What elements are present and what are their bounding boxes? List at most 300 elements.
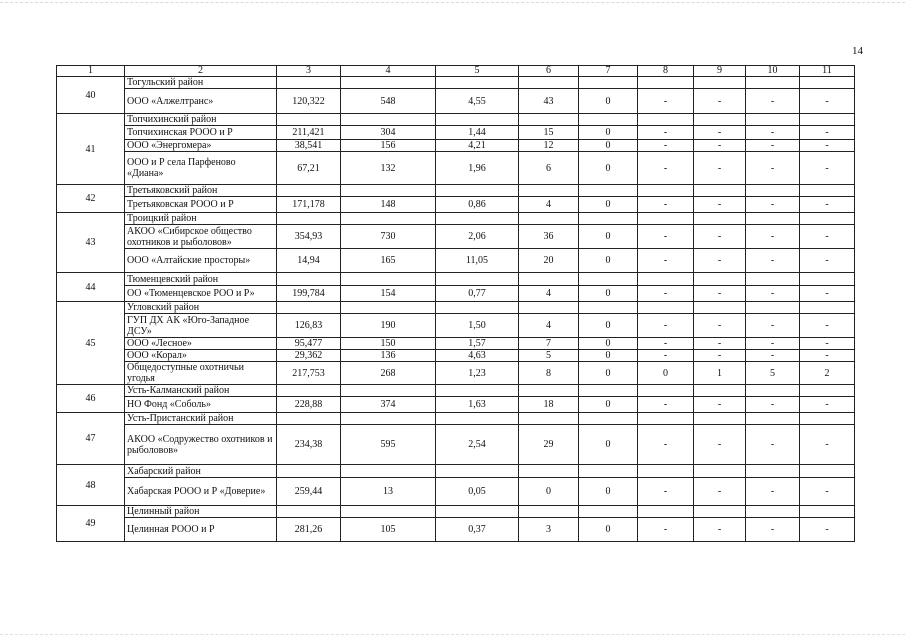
column-number-cell: 11 <box>800 66 855 77</box>
value-cell-10 <box>746 385 800 397</box>
value-cell-5 <box>436 273 519 286</box>
value-cell-11 <box>800 413 855 425</box>
value-cell-10 <box>746 506 800 518</box>
column-number-cell: 1 <box>57 66 125 77</box>
value-cell-7: 0 <box>579 350 638 362</box>
value-cell-8 <box>638 185 694 197</box>
value-cell-6: 7 <box>519 338 579 350</box>
value-cell-11: - <box>800 518 855 542</box>
value-cell-3: 120,322 <box>277 89 341 114</box>
value-cell-6: 4 <box>519 286 579 302</box>
district-number: 47 <box>57 413 125 465</box>
value-cell-8: - <box>638 152 694 185</box>
value-cell-9: - <box>694 314 746 338</box>
district-name: Тогульский район <box>125 77 277 89</box>
value-cell-4 <box>341 185 436 197</box>
value-cell-6 <box>519 413 579 425</box>
value-cell-11 <box>800 114 855 126</box>
value-cell-10: - <box>746 286 800 302</box>
district-name: Угловский район <box>125 302 277 314</box>
district-number: 45 <box>57 302 125 385</box>
value-cell-6 <box>519 185 579 197</box>
entity-row <box>57 350 855 362</box>
value-cell-4: 150 <box>341 338 436 350</box>
entity-row <box>57 126 855 140</box>
value-cell-7 <box>579 465 638 478</box>
value-cell-8: - <box>638 350 694 362</box>
district-number: 42 <box>57 185 125 213</box>
value-cell-11: - <box>800 152 855 185</box>
value-cell-4: 165 <box>341 249 436 273</box>
value-cell-5: 11,05 <box>436 249 519 273</box>
value-cell-7: 0 <box>579 249 638 273</box>
value-cell-9 <box>694 77 746 89</box>
value-cell-8: - <box>638 518 694 542</box>
value-cell-9: - <box>694 197 746 213</box>
value-cell-3 <box>277 465 341 478</box>
column-number-cell: 10 <box>746 66 800 77</box>
value-cell-10: - <box>746 197 800 213</box>
district-name: Хабарский район <box>125 465 277 478</box>
district-row <box>57 465 855 478</box>
value-cell-5 <box>436 385 519 397</box>
entity-name: Третьяковская РООО и Р <box>125 197 277 213</box>
district-name: Топчихинский район <box>125 114 277 126</box>
value-cell-7: 0 <box>579 425 638 465</box>
value-cell-11 <box>800 465 855 478</box>
district-row <box>57 413 855 425</box>
column-number-cell: 8 <box>638 66 694 77</box>
value-cell-6 <box>519 506 579 518</box>
value-cell-5: 0,86 <box>436 197 519 213</box>
entity-row <box>57 362 855 385</box>
district-name: Усть-Пристанский район <box>125 413 277 425</box>
value-cell-10: - <box>746 225 800 249</box>
entity-row <box>57 397 855 413</box>
column-number-cell: 5 <box>436 66 519 77</box>
value-cell-3: 171,178 <box>277 197 341 213</box>
value-cell-6: 18 <box>519 397 579 413</box>
value-cell-5: 4,63 <box>436 350 519 362</box>
value-cell-4: 156 <box>341 140 436 152</box>
entity-row <box>57 225 855 249</box>
value-cell-11 <box>800 185 855 197</box>
value-cell-10: - <box>746 350 800 362</box>
value-cell-7: 0 <box>579 397 638 413</box>
value-cell-8: - <box>638 249 694 273</box>
column-number-cell: 4 <box>341 66 436 77</box>
value-cell-4 <box>341 302 436 314</box>
value-cell-9 <box>694 506 746 518</box>
value-cell-4: 190 <box>341 314 436 338</box>
district-number: 43 <box>57 213 125 273</box>
value-cell-4: 132 <box>341 152 436 185</box>
value-cell-5: 1,50 <box>436 314 519 338</box>
value-cell-9: - <box>694 152 746 185</box>
district-row <box>57 302 855 314</box>
value-cell-7: 0 <box>579 126 638 140</box>
entity-name: Целинная РООО и Р <box>125 518 277 542</box>
value-cell-6 <box>519 77 579 89</box>
value-cell-6: 3 <box>519 518 579 542</box>
value-cell-4: 548 <box>341 89 436 114</box>
entity-row <box>57 518 855 542</box>
value-cell-6: 15 <box>519 126 579 140</box>
value-cell-10: - <box>746 425 800 465</box>
value-cell-5: 4,21 <box>436 140 519 152</box>
value-cell-10: - <box>746 338 800 350</box>
value-cell-3 <box>277 302 341 314</box>
entity-row <box>57 425 855 465</box>
value-cell-11: - <box>800 225 855 249</box>
value-cell-7: 0 <box>579 225 638 249</box>
value-cell-10 <box>746 185 800 197</box>
value-cell-10 <box>746 77 800 89</box>
district-name: Троицкий район <box>125 213 277 225</box>
value-cell-7 <box>579 185 638 197</box>
column-number-cell: 7 <box>579 66 638 77</box>
value-cell-7 <box>579 114 638 126</box>
value-cell-8 <box>638 506 694 518</box>
value-cell-3: 281,26 <box>277 518 341 542</box>
value-cell-11 <box>800 273 855 286</box>
value-cell-5: 0,37 <box>436 518 519 542</box>
value-cell-8: - <box>638 197 694 213</box>
value-cell-6: 5 <box>519 350 579 362</box>
value-cell-7: 0 <box>579 362 638 385</box>
entity-name: Общедоступные охотничьи угодья <box>125 362 277 385</box>
value-cell-7 <box>579 77 638 89</box>
value-cell-3: 126,83 <box>277 314 341 338</box>
value-cell-5 <box>436 413 519 425</box>
district-row <box>57 114 855 126</box>
value-cell-6 <box>519 114 579 126</box>
value-cell-8 <box>638 413 694 425</box>
value-cell-9: - <box>694 397 746 413</box>
column-number-cell: 3 <box>277 66 341 77</box>
value-cell-4 <box>341 273 436 286</box>
value-cell-3: 38,541 <box>277 140 341 152</box>
value-cell-3 <box>277 413 341 425</box>
value-cell-9: - <box>694 89 746 114</box>
value-cell-9 <box>694 465 746 478</box>
value-cell-11: - <box>800 314 855 338</box>
district-number: 48 <box>57 465 125 506</box>
value-cell-11 <box>800 302 855 314</box>
value-cell-6 <box>519 273 579 286</box>
value-cell-5: 4,55 <box>436 89 519 114</box>
value-cell-5: 1,96 <box>436 152 519 185</box>
value-cell-7 <box>579 385 638 397</box>
value-cell-8: - <box>638 126 694 140</box>
value-cell-4 <box>341 77 436 89</box>
value-cell-9: - <box>694 126 746 140</box>
entity-row <box>57 197 855 213</box>
value-cell-8 <box>638 213 694 225</box>
district-name: Целинный район <box>125 506 277 518</box>
value-cell-5: 2,06 <box>436 225 519 249</box>
value-cell-11: - <box>800 286 855 302</box>
hunting-grounds-table <box>56 65 855 542</box>
value-cell-7: 0 <box>579 197 638 213</box>
value-cell-6: 0 <box>519 478 579 506</box>
value-cell-7: 0 <box>579 478 638 506</box>
value-cell-6: 20 <box>519 249 579 273</box>
value-cell-5: 1,63 <box>436 397 519 413</box>
value-cell-9: - <box>694 225 746 249</box>
district-name: Тюменцевский район <box>125 273 277 286</box>
district-row <box>57 185 855 197</box>
value-cell-3 <box>277 185 341 197</box>
value-cell-5 <box>436 465 519 478</box>
value-cell-6: 6 <box>519 152 579 185</box>
value-cell-7 <box>579 302 638 314</box>
district-name: Усть-Калманский район <box>125 385 277 397</box>
value-cell-11: - <box>800 338 855 350</box>
value-cell-8: - <box>638 478 694 506</box>
value-cell-3 <box>277 77 341 89</box>
value-cell-10: - <box>746 478 800 506</box>
value-cell-9: - <box>694 338 746 350</box>
value-cell-11: - <box>800 350 855 362</box>
value-cell-3 <box>277 273 341 286</box>
entity-row <box>57 478 855 506</box>
value-cell-8: - <box>638 338 694 350</box>
column-number-cell: 9 <box>694 66 746 77</box>
value-cell-7 <box>579 273 638 286</box>
value-cell-4 <box>341 506 436 518</box>
value-cell-9 <box>694 114 746 126</box>
value-cell-7: 0 <box>579 286 638 302</box>
value-cell-4: 268 <box>341 362 436 385</box>
value-cell-11 <box>800 506 855 518</box>
value-cell-8: - <box>638 286 694 302</box>
district-name: Третьяковский район <box>125 185 277 197</box>
value-cell-4: 304 <box>341 126 436 140</box>
value-cell-6: 4 <box>519 314 579 338</box>
value-cell-4 <box>341 413 436 425</box>
value-cell-8: - <box>638 225 694 249</box>
value-cell-8: 0 <box>638 362 694 385</box>
value-cell-6: 12 <box>519 140 579 152</box>
value-cell-8: - <box>638 140 694 152</box>
entity-name: ООО и Р села Парфеново «Диана» <box>125 152 277 185</box>
value-cell-11: - <box>800 478 855 506</box>
scan-edge-bottom <box>0 634 905 636</box>
value-cell-9: - <box>694 286 746 302</box>
value-cell-10: - <box>746 140 800 152</box>
value-cell-10 <box>746 413 800 425</box>
value-cell-10: 5 <box>746 362 800 385</box>
value-cell-3: 354,93 <box>277 225 341 249</box>
value-cell-8: - <box>638 314 694 338</box>
value-cell-9 <box>694 185 746 197</box>
entity-row <box>57 286 855 302</box>
value-cell-11 <box>800 385 855 397</box>
value-cell-8 <box>638 114 694 126</box>
value-cell-7: 0 <box>579 140 638 152</box>
entity-row <box>57 89 855 114</box>
value-cell-11: - <box>800 140 855 152</box>
entity-name: ООО «Энергомера» <box>125 140 277 152</box>
value-cell-4 <box>341 385 436 397</box>
value-cell-9: - <box>694 140 746 152</box>
value-cell-8 <box>638 465 694 478</box>
value-cell-3 <box>277 385 341 397</box>
entity-name: ООО «Лесное» <box>125 338 277 350</box>
value-cell-9: - <box>694 478 746 506</box>
value-cell-8 <box>638 273 694 286</box>
district-row <box>57 506 855 518</box>
value-cell-5 <box>436 506 519 518</box>
value-cell-10: - <box>746 126 800 140</box>
entity-name: ООО «Корал» <box>125 350 277 362</box>
value-cell-10: - <box>746 249 800 273</box>
value-cell-3: 67,21 <box>277 152 341 185</box>
value-cell-10: - <box>746 397 800 413</box>
value-cell-5 <box>436 114 519 126</box>
value-cell-7: 0 <box>579 338 638 350</box>
value-cell-4: 105 <box>341 518 436 542</box>
value-cell-9 <box>694 302 746 314</box>
page-number: 14 <box>852 45 863 57</box>
value-cell-8: - <box>638 397 694 413</box>
value-cell-11: 2 <box>800 362 855 385</box>
value-cell-3 <box>277 114 341 126</box>
value-cell-5 <box>436 213 519 225</box>
value-cell-9: - <box>694 425 746 465</box>
value-cell-5: 1,44 <box>436 126 519 140</box>
column-number-cell: 6 <box>519 66 579 77</box>
value-cell-4: 730 <box>341 225 436 249</box>
district-number: 44 <box>57 273 125 302</box>
value-cell-8 <box>638 302 694 314</box>
value-cell-10 <box>746 273 800 286</box>
district-row <box>57 213 855 225</box>
entity-row <box>57 152 855 185</box>
value-cell-11: - <box>800 397 855 413</box>
value-cell-9 <box>694 413 746 425</box>
value-cell-11 <box>800 213 855 225</box>
entity-row <box>57 338 855 350</box>
value-cell-6: 29 <box>519 425 579 465</box>
value-cell-6: 8 <box>519 362 579 385</box>
value-cell-9 <box>694 213 746 225</box>
entity-name: АКОО «Содружество охотников и рыболовов» <box>125 425 277 465</box>
value-cell-8 <box>638 77 694 89</box>
value-cell-10 <box>746 465 800 478</box>
value-cell-3: 234,38 <box>277 425 341 465</box>
column-number-cell: 2 <box>125 66 277 77</box>
value-cell-3 <box>277 213 341 225</box>
entity-row <box>57 140 855 152</box>
value-cell-7 <box>579 213 638 225</box>
value-cell-10: - <box>746 152 800 185</box>
value-cell-9: 1 <box>694 362 746 385</box>
entity-name: Топчихинская РООО и Р <box>125 126 277 140</box>
value-cell-11: - <box>800 197 855 213</box>
value-cell-7 <box>579 506 638 518</box>
value-cell-4 <box>341 213 436 225</box>
district-row <box>57 385 855 397</box>
district-number: 49 <box>57 506 125 542</box>
value-cell-8: - <box>638 425 694 465</box>
value-cell-3: 199,784 <box>277 286 341 302</box>
value-cell-6: 4 <box>519 197 579 213</box>
entity-row <box>57 249 855 273</box>
value-cell-9 <box>694 385 746 397</box>
value-cell-6 <box>519 385 579 397</box>
value-cell-6 <box>519 213 579 225</box>
column-number-row <box>57 66 855 77</box>
value-cell-5 <box>436 77 519 89</box>
value-cell-11: - <box>800 249 855 273</box>
value-cell-5: 2,54 <box>436 425 519 465</box>
value-cell-4 <box>341 465 436 478</box>
value-cell-10 <box>746 213 800 225</box>
value-cell-11: - <box>800 89 855 114</box>
value-cell-5: 0,77 <box>436 286 519 302</box>
value-cell-10: - <box>746 518 800 542</box>
value-cell-6: 43 <box>519 89 579 114</box>
entity-name: Хабарская РООО и Р «Доверие» <box>125 478 277 506</box>
value-cell-9: - <box>694 518 746 542</box>
value-cell-3: 29,362 <box>277 350 341 362</box>
entity-name: НО Фонд «Соболь» <box>125 397 277 413</box>
entity-name: ООО «Алжелтранс» <box>125 89 277 114</box>
district-number: 41 <box>57 114 125 185</box>
value-cell-4: 374 <box>341 397 436 413</box>
entity-row <box>57 314 855 338</box>
value-cell-5: 1,57 <box>436 338 519 350</box>
value-cell-6 <box>519 465 579 478</box>
value-cell-3: 259,44 <box>277 478 341 506</box>
value-cell-5: 0,05 <box>436 478 519 506</box>
entity-name: ОО «Тюменцевское РОО и Р» <box>125 286 277 302</box>
value-cell-9: - <box>694 350 746 362</box>
value-cell-4: 595 <box>341 425 436 465</box>
value-cell-11 <box>800 77 855 89</box>
entity-name: АКОО «Сибирское общество охотников и рыболовов» <box>125 225 277 249</box>
value-cell-9 <box>694 273 746 286</box>
value-cell-5 <box>436 302 519 314</box>
value-cell-8 <box>638 385 694 397</box>
value-cell-4: 13 <box>341 478 436 506</box>
value-cell-10: - <box>746 314 800 338</box>
value-cell-6 <box>519 302 579 314</box>
value-cell-10: - <box>746 89 800 114</box>
value-cell-3 <box>277 506 341 518</box>
value-cell-6: 36 <box>519 225 579 249</box>
entity-name: ГУП ДХ АК «Юго-Западное ДСУ» <box>125 314 277 338</box>
value-cell-10 <box>746 302 800 314</box>
value-cell-7: 0 <box>579 152 638 185</box>
value-cell-7: 0 <box>579 89 638 114</box>
value-cell-11: - <box>800 126 855 140</box>
value-cell-5 <box>436 185 519 197</box>
district-number: 40 <box>57 77 125 114</box>
value-cell-7 <box>579 413 638 425</box>
value-cell-3: 95,477 <box>277 338 341 350</box>
value-cell-4: 148 <box>341 197 436 213</box>
value-cell-8: - <box>638 89 694 114</box>
value-cell-3: 211,421 <box>277 126 341 140</box>
district-number: 46 <box>57 385 125 413</box>
value-cell-5: 1,23 <box>436 362 519 385</box>
value-cell-11: - <box>800 425 855 465</box>
entity-name: ООО «Алтайские просторы» <box>125 249 277 273</box>
value-cell-7: 0 <box>579 518 638 542</box>
